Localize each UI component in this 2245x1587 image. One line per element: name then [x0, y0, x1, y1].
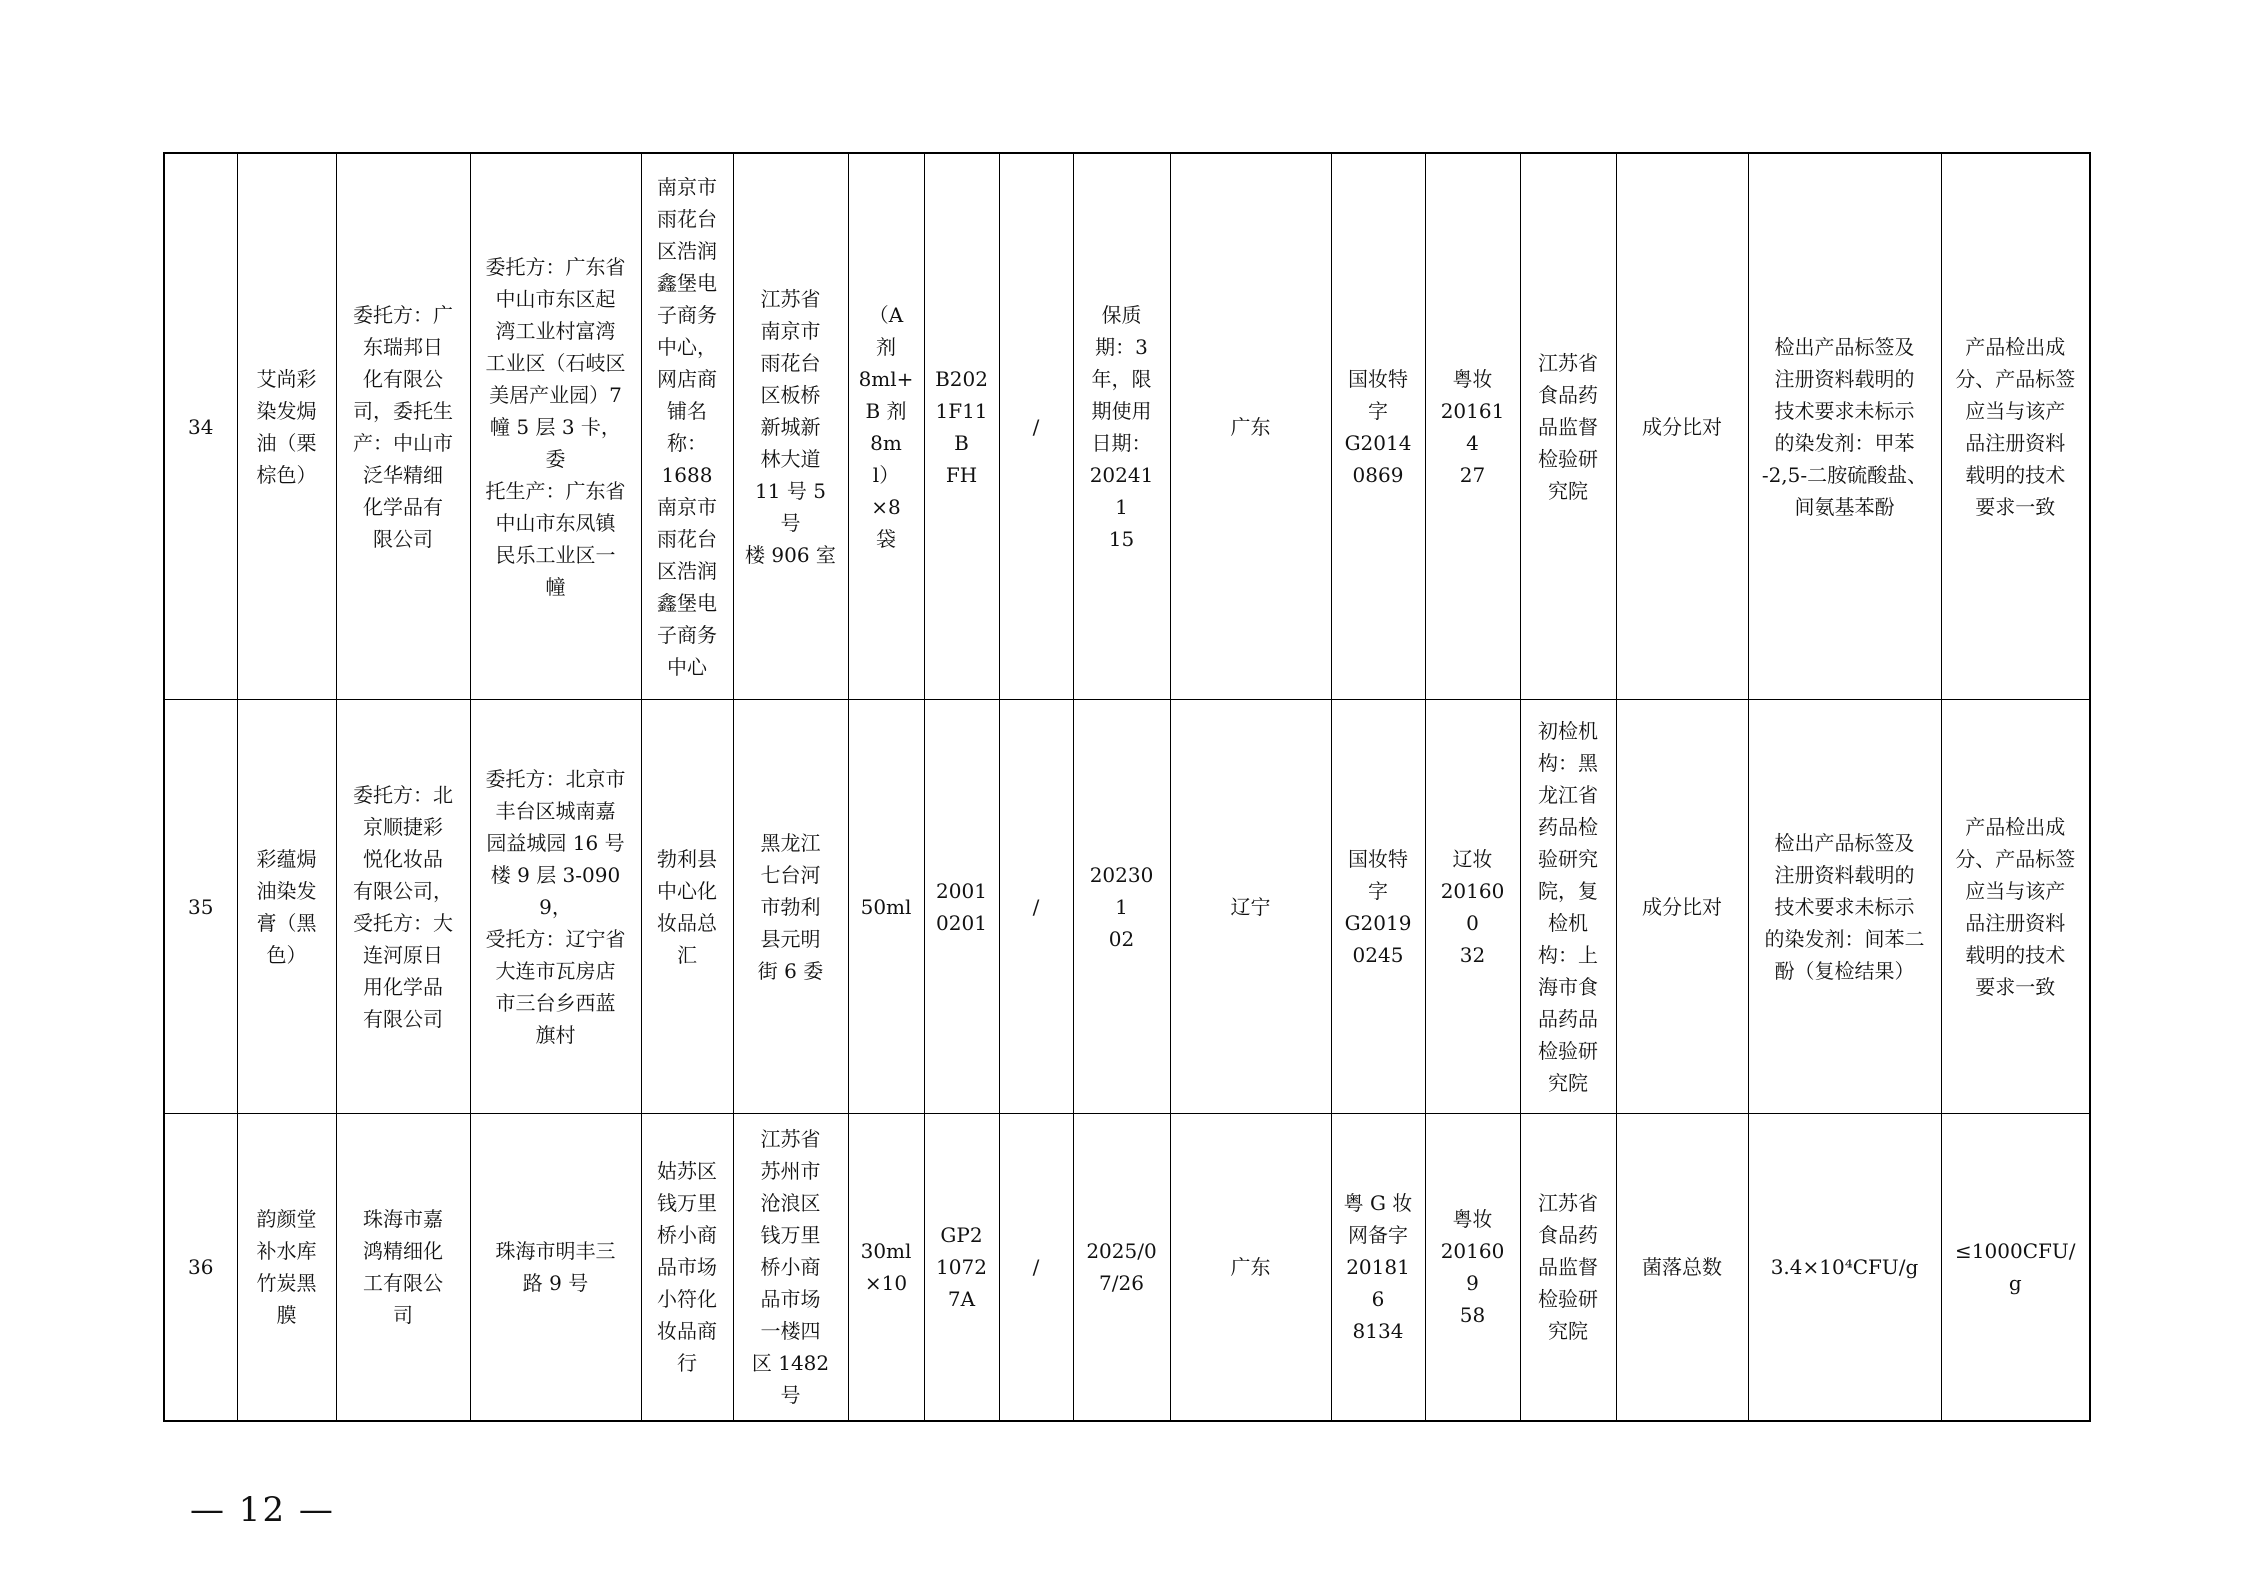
cell-test-result: 检出产品标签及 注册资料载明的 技术要求未标示 的染发剂：甲苯 -2,5-二胺硫酸盐、 间氨基苯酚 — [1748, 153, 1941, 700]
cell-slash: / — [999, 700, 1073, 1114]
table-row — [164, 153, 2090, 700]
cell-inspection-agency: 初检机 构：黑 龙江省 药品检 验研究 院，复 检机 构：上 海市食 品药品 检验研 究院 — [1520, 700, 1616, 1114]
cell-slash: / — [999, 153, 1073, 700]
cell-unqualified-item: 成分比对 — [1616, 153, 1748, 700]
cell-entrusting-party: 委托方：北 京顺捷彩 悦化妆品 有限公司， 受托方：大 连河原日 用化学品 有限公司 — [336, 700, 470, 1114]
cell-production-date: 保质 期：3 年，限 期使用 日期： 202411 15 — [1073, 153, 1170, 700]
cell-product-name: 艾尚彩 染发焗 油（栗 棕色） — [237, 153, 336, 700]
cell-unqualified-item: 菌落总数 — [1616, 1114, 1748, 1422]
cell-seller-address: 江苏省 苏州市 沧浪区 钱万里 桥小商 品市场 一楼四 区 1482 号 — [733, 1114, 848, 1422]
cell-no: 35 — [164, 700, 237, 1114]
table-row — [164, 1114, 2090, 1422]
cell-manufacturer-address: 委托方：北京市 丰台区城南嘉 园益城园 16 号 楼 9 层 3-0909， 受托方：辽宁省 大连市瓦房店 市三台乡西蓝 旗村 — [470, 700, 641, 1114]
cell-test-result: 3.4×10⁴CFU/g — [1748, 1114, 1941, 1422]
cell-specification: 50ml — [848, 700, 924, 1114]
cell-province: 广东 — [1170, 153, 1331, 700]
cell-license-number: 粤 G 妆 网备字 201816 8134 — [1331, 1114, 1425, 1422]
cell-production-license: 辽妆 201600 32 — [1425, 700, 1520, 1114]
cell-no: 34 — [164, 153, 237, 700]
cell-seller-address: 黑龙江 七台河 市勃利 县元明 街 6 委 — [733, 700, 848, 1114]
cell-manufacturer-address: 委托方：广东省 中山市东区起 湾工业村富湾 工业区（石岐区 美居产业园）7 幢 5 层 3 卡，委 托生产：广东省 中山市东凤镇 民乐工业区一 幢 — [470, 153, 641, 700]
cell-unqualified-item: 成分比对 — [1616, 700, 1748, 1114]
cell-batch-number: B202 1F11 B FH — [924, 153, 999, 700]
cell-entrusting-party: 委托方：广 东瑞邦日 化有限公 司，委托生 产：中山市 泛华精细 化学品有 限公司 — [336, 153, 470, 700]
cell-no: 36 — [164, 1114, 237, 1422]
cell-batch-number: GP2 1072 7A — [924, 1114, 999, 1422]
cell-license-number: 国妆特 字 G2019 0245 — [1331, 700, 1425, 1114]
page-number: — 12 — — [190, 1490, 335, 1530]
cell-entrusting-party: 珠海市嘉 鸿精细化 工有限公 司 — [336, 1114, 470, 1422]
cell-specification: 30ml ×10 — [848, 1114, 924, 1422]
cell-slash: / — [999, 1114, 1073, 1422]
cell-seller: 勃利县 中心化 妆品总 汇 — [641, 700, 733, 1114]
cell-product-name: 彩蕴焗 油染发 膏（黑 色） — [237, 700, 336, 1114]
cell-standard-value: ≤1000CFU/g — [1941, 1114, 2090, 1422]
cell-production-date: 2025/0 7/26 — [1073, 1114, 1170, 1422]
cell-seller: 南京市 雨花台 区浩润 鑫堡电 子商务 中心， 网店商 铺名 称： 1688 南京市 雨花台 区浩润 鑫堡电 子商务 中心 — [641, 153, 733, 700]
cell-production-license: 粤妆 201609 58 — [1425, 1114, 1520, 1422]
cell-license-number: 国妆特 字 G2014 0869 — [1331, 153, 1425, 700]
cell-seller: 姑苏区 钱万里 桥小商 品市场 小符化 妆品商 行 — [641, 1114, 733, 1422]
cell-seller-address: 江苏省 南京市 雨花台 区板桥 新城新 林大道 11 号 5 号 楼 906 室 — [733, 153, 848, 700]
cell-inspection-agency: 江苏省 食品药 品监督 检验研 究院 — [1520, 1114, 1616, 1422]
cell-product-name: 韵颜堂 补水库 竹炭黑 膜 — [237, 1114, 336, 1422]
cell-inspection-agency: 江苏省 食品药 品监督 检验研 究院 — [1520, 153, 1616, 700]
table-row — [164, 700, 2090, 1114]
cell-standard-value: 产品检出成 分、产品标签 应当与该产 品注册资料 载明的技术 要求一致 — [1941, 153, 2090, 700]
cell-batch-number: 2001 0201 — [924, 700, 999, 1114]
cell-manufacturer-address: 珠海市明丰三 路 9 号 — [470, 1114, 641, 1422]
cell-standard-value: 产品检出成 分、产品标签 应当与该产 品注册资料 载明的技术 要求一致 — [1941, 700, 2090, 1114]
cell-specification: （A 剂 8ml+ B 剂 8ml） ×8 袋 — [848, 153, 924, 700]
cell-province: 辽宁 — [1170, 700, 1331, 1114]
cell-production-license: 粤妆 201614 27 — [1425, 153, 1520, 700]
inspection-results-table — [163, 152, 2091, 1422]
cell-province: 广东 — [1170, 1114, 1331, 1422]
cell-production-date: 202301 02 — [1073, 700, 1170, 1114]
cell-test-result: 检出产品标签及 注册资料载明的 技术要求未标示 的染发剂：间苯二 酚（复检结果） — [1748, 700, 1941, 1114]
